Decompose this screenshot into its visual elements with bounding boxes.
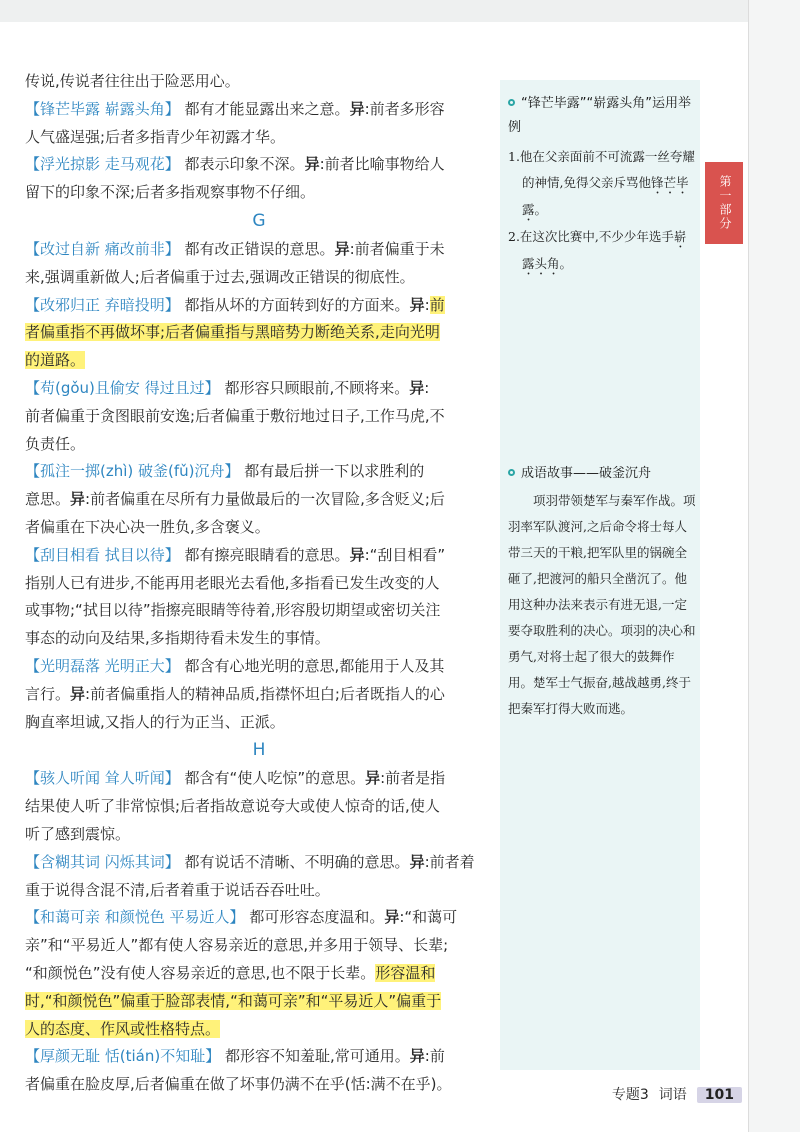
- highlight: 形容温和: [375, 963, 436, 982]
- highlight: 者偏重指不再做坏事;后者偏重指与黑暗势力断绝关系,走向光明: [25, 323, 440, 342]
- entry-4: 【改邪归正 弃暗投明】 都指从坏的方面转到好的方面来。异:前: [25, 295, 445, 314]
- entry-8: 【光明磊落 光明正大】 都含有心地光明的意思,都能用于人及其: [25, 656, 445, 675]
- letter-heading-h: H: [252, 740, 266, 761]
- sidebar-panel: [500, 80, 700, 1070]
- highlight: 的道路。: [25, 351, 86, 370]
- term: 【骇人听闻 耸人听闻】: [25, 769, 180, 788]
- entry-12: 【厚颜无耻 恬(tián)不知耻】 都形容不知羞耻,常可通用。异:前: [25, 1047, 445, 1066]
- page-footer: [612, 1084, 742, 1104]
- usage-section: [508, 92, 696, 278]
- entry-7: 【刮目相看 拭目以待】 都有擦亮眼睛看的意思。异:“刮目相看”: [25, 545, 446, 564]
- entry-11: 【和蔼可亲 和颜悦色 平易近人】 都可形容态度温和。异:“和蔼可: [25, 908, 458, 927]
- text-line: 传说,传说者往往出于险恶用心。: [25, 72, 240, 90]
- term: 【含糊其词 闪烁其词】: [25, 852, 180, 871]
- example-1: 1.他在父亲面前不可流露一丝夸耀的神情,免得父亲斥骂他锋芒毕露。: [508, 149, 695, 217]
- story-section: [508, 462, 696, 722]
- highlight: 人的态度、作风或性格特点。: [25, 1019, 221, 1038]
- footer-section: 专题3: [611, 1087, 649, 1103]
- entry-2: 【浮光掠影 走马观花】 都表示印象不深。异:前者比喻事物给人: [25, 155, 445, 174]
- entry-5: 【苟(gǒu)且偷安 得过且过】 都形容只顾眼前,不顾将来。异:: [25, 378, 430, 397]
- top-band: [0, 0, 800, 22]
- main-column: 传说,传说者往往出于险恶用心。 【锋芒毕露 崭露头角】 都有才能显露出来之意。异:前者多形容 人气盛逞强;后者多指青少年初露才华。 【浮光掠影 走马观花】 都表示印象不深。异:前者比喻事物给人 留下的印象不深;后者多指观察事物不仔细。 G 【改过自新 痛改前非】 都有改正错误的意思。异:前者偏重于未 来,强调重新做人;后者偏重于过去,强调改正错误的彻底性。 【改邪归正 弃暗投明】 都指从坏的方面转到好的方面来。异:前 者偏重指不再做坏事;后者偏重指与黑暗势力断绝关系,走向光明 的道路。 【苟(gǒu)且偷安 得过且过】 都形容只顾眼前,不顾将来。异: 前者偏重于贪图眼前安逸;后者偏重于敷衍地过日子,工作马虎,不 负责任。 【孤注一掷(zhì) 破釜(fǔ)沉舟】 都有最后拼一下以求胜利的 意思。异:前者偏重在尽所有力量做最后的一次冒险,多含贬义;后 者偏重在下决心决一胜负,多含褒义。 【刮目相看 拭目以待】 都有擦亮眼睛看的意思。异:“刮目相看” 指别人已有进步,不能再用老眼光去看他,多指看已发生改变的人 或事物;“拭目以待”指擦亮眼睛等待着,形容殷切期望或密切关注 事态的动向及结果,多指期待看未发生的事情。 【光明磊落 光明正大】 都含有心地光明的意思,都能用于人及其 言行。异:前者偏重指人的精神品质,指襟怀坦白;后者既指人的心 胸直率坦诚,又指人的行为正当、正派。 H 【骇人听闻 耸人听闻】 都含有“使人吃惊”的意思。异:前者是指 结果使人听了非常惊惧;后者指故意说夸大或使人惊奇的话,使人 听了感到震惊。 【含糊其词 闪烁其词】 都有说话不清晰、不明确的意思。异:前者着 重于说得含混不清,后者着重于说话吞吞吐吐。 【和蔼可亲 和颜悦色 平易近人】 都可形容态度温和。异:“和蔼可 亲”和“平易近人”都有使人容易亲近的意思,并多用于领导、长辈; “和颜悦色”没有使人容易亲近的意思,也不限于长辈。形容温和 时,“和颜悦色”偏重于脸部表情,“和蔼可亲”和“平易近人”偏重于 人的态度、作风或性格特点。 【厚颜无耻 恬(tián)不知耻】 都形容不知羞耻,常可通用。异:前 者偏重在脸皮厚,后者偏重在做了坏事仍满不在乎(恬:满不在乎)。: [25, 68, 493, 1099]
- story-title: 成语故事——破釜沉舟: [521, 466, 652, 481]
- term: 【锋芒毕露 崭露头角】: [25, 99, 180, 118]
- entry-1: 【锋芒毕露 崭露头角】 都有才能显露出来之意。异:前者多形容: [25, 99, 445, 118]
- term: 【刮目相看 拭目以待】: [25, 545, 180, 564]
- page-edge: [748, 0, 800, 1132]
- usage-title: “锋芒毕露”“崭露头角”运用举例: [508, 96, 691, 135]
- term: 【厚颜无耻 恬(tián)不知耻】: [25, 1047, 221, 1066]
- entry-3: 【改过自新 痛改前非】 都有改正错误的意思。异:前者偏重于未: [25, 239, 445, 258]
- bullet-circle-icon: [508, 469, 515, 476]
- entry-10: 【含糊其词 闪烁其词】 都有说话不清晰、不明确的意思。异:前者着: [25, 852, 475, 871]
- highlight: 时,“和颜悦色”偏重于脸部表情,“和蔼可亲”和“平易近人”偏重于: [25, 991, 442, 1010]
- term: 【孤注一掷(zhì) 破釜(fǔ)沉舟】: [25, 462, 240, 481]
- page-number: 101: [697, 1087, 742, 1103]
- part-tab: 第一部分: [705, 162, 743, 244]
- term: 【苟(gǒu)且偷安 得过且过】: [25, 378, 220, 397]
- letter-heading-g: G: [252, 210, 266, 231]
- footer-chapter: 词语: [658, 1087, 687, 1103]
- term: 【光明磊落 光明正大】: [25, 656, 180, 675]
- bullet-circle-icon: [508, 99, 515, 106]
- example-2: 2.在这次比赛中,不少少年选手崭露头角。: [508, 229, 687, 271]
- story-text: 项羽带领楚军与秦军作战。项羽率军队渡河,之后命令将士每人带三天的干粮,把军队里的锅碗全砸了,把渡河的船只全凿沉了。他用这种办法来表示有进无退,一定要夺取胜利的决心。项羽的决心和勇气,对将士起了很大的鼓舞作用。楚军士气振奋,越战越勇,终于把秦军打得大败而逃。: [508, 493, 696, 716]
- entry-6: 【孤注一掷(zhì) 破釜(fǔ)沉舟】 都有最后拼一下以求胜利的: [25, 462, 425, 481]
- term: 【改邪归正 弃暗投明】: [25, 295, 180, 314]
- term: 【浮光掠影 走马观花】: [25, 155, 180, 174]
- term: 【和蔼可亲 和颜悦色 平易近人】: [25, 908, 245, 927]
- term: 【改过自新 痛改前非】: [25, 239, 180, 258]
- entry-9: 【骇人听闻 耸人听闻】 都含有“使人吃惊”的意思。异:前者是指: [25, 769, 446, 788]
